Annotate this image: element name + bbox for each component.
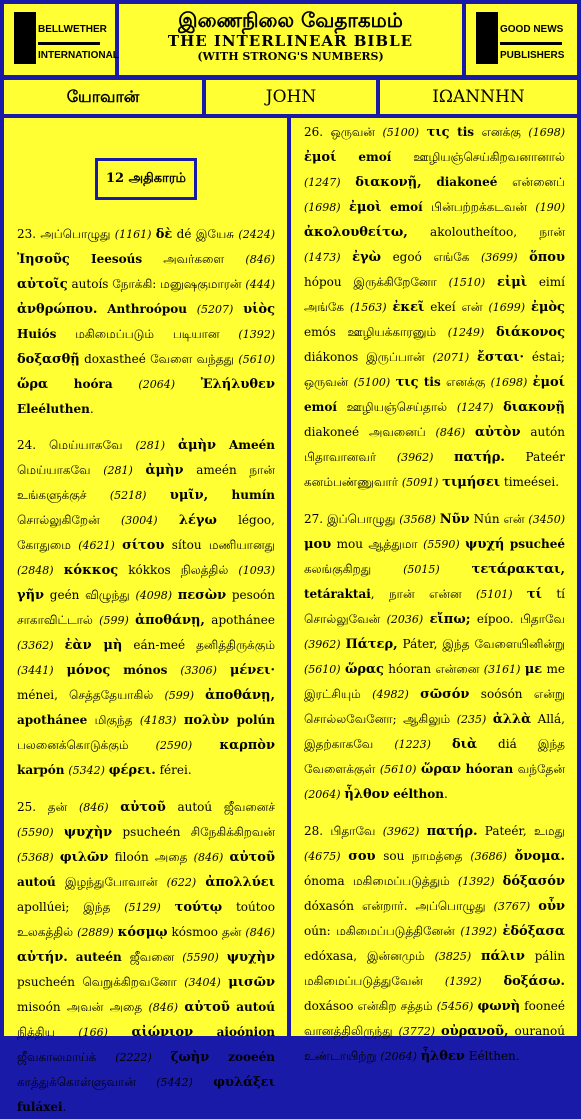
greek-word: ὅπου (529, 250, 565, 265)
greek-word: μένει· (229, 663, 275, 678)
transliteration: polún (236, 713, 275, 727)
strongs-number: (1161) (114, 228, 152, 241)
transliteration: psucheé (509, 537, 565, 551)
right-verses (304, 120, 565, 1069)
greek-word: τετάρακται, (471, 562, 565, 577)
strongs-number: (1563) (349, 301, 387, 314)
strongs-number: (4098) (135, 589, 173, 602)
strongs-number: (1473) (304, 251, 341, 264)
greek-word: ἔσται· (476, 350, 525, 365)
greek-word: δόξασόν (502, 874, 565, 889)
strongs-number: (5610) (238, 353, 275, 366)
strongs-number: (5610) (304, 663, 341, 676)
strongs-number: (5590) (182, 951, 219, 964)
transliteration: zooeén (228, 1050, 275, 1064)
greek-word: ἦλθεν (420, 1049, 465, 1064)
logo-line2: PUBLISHERS (500, 50, 565, 61)
strongs-number: (1698) (490, 376, 528, 389)
greek-word: ἐμοὶ (349, 200, 382, 215)
greek-word: φέρει. (108, 763, 156, 778)
logo-line1: GOOD NEWS (500, 24, 564, 35)
greek-word: αὐτήν. (17, 950, 68, 965)
transliteration: autoú (236, 1000, 275, 1014)
greek-word: ψυχή (465, 537, 505, 552)
strongs-number: (1247) (304, 176, 341, 189)
greek-word: δοξάσω. (503, 974, 565, 989)
transliteration: tetáraktai (304, 587, 371, 601)
chapter-label: 12 அதிகாரம் (95, 158, 197, 200)
strongs-number: (1392) (238, 328, 275, 341)
greek-word: τί (526, 587, 542, 602)
greek-word: πολὺν (183, 713, 230, 728)
strongs-number: (5342) (68, 764, 105, 777)
strongs-number: (281) (135, 439, 166, 452)
greek-word: κόσμῳ (117, 925, 168, 940)
strongs-number: (846) (78, 801, 109, 814)
strongs-number: (235) (456, 713, 487, 726)
strongs-number: (2071) (432, 351, 470, 364)
strongs-number: (2064) (138, 378, 175, 391)
transliteration: humín (231, 488, 275, 502)
logo-line2: INTERNATIONAL (38, 50, 119, 61)
logo-underline (38, 42, 100, 45)
greek-word: φωνὴ (477, 999, 521, 1014)
greek-word: πάλιν (480, 949, 525, 964)
transliteration: Ameén (228, 438, 275, 452)
strongs-number: (2064) (304, 788, 341, 801)
strongs-number: (5091) (401, 476, 439, 489)
strongs-number: (5590) (423, 538, 460, 551)
book-name-greek: IΩANNHN (380, 80, 577, 114)
strongs-number: (4675) (304, 850, 341, 863)
verse: 25. தன் (846) αὐτοῦ autoú ஜீவனைச் (5590) ψυχὴν psucheén சிநேகிக்கிறவன் (5368) φιλῶν filoón அதை (846) αὐτοῦ autoú இழந்துபோவான் (622) ἀπολλύει apollúei; இந்த (5129) τούτῳ toútoo உலகத்தில் (2889) κόσμῳ kósmoo தன் (846) αὐτήν. auteén ஜீவனை (5590) ψυχὴν psucheén வெறுக்கிறவனோ (3404) μισῶν misoón அவன் அதை (846) αὐτοῦ autoú நித்திய (166) αἰώνιον aioónion ஜீவகாலமாய்க் (2222) ζωὴν zooeén காத்துக்கொள்ளுவான் (5442) φυλάξει fuláxei. (17, 800, 275, 1114)
greek-word: με (524, 662, 543, 677)
transliteration: hoóra (73, 377, 113, 391)
good-news-logo (476, 12, 566, 68)
transliteration: karpón (17, 763, 65, 777)
strongs-number: (1510) (448, 276, 486, 289)
strongs-number: (5100) (353, 376, 391, 389)
strongs-number: (2848) (17, 564, 54, 577)
greek-word: αὐτοῦ (184, 1000, 230, 1015)
right-column (291, 118, 577, 1064)
greek-word: ὥρα (17, 377, 49, 392)
greek-word: σῶσόν (420, 687, 470, 702)
strongs-number: (5442) (156, 1076, 193, 1089)
greek-word: ἐμοί (304, 150, 337, 165)
transliteration: Huiós (17, 327, 57, 341)
greek-word: σίτου (122, 538, 165, 553)
strongs-number: (4982) (372, 688, 409, 701)
transliteration: Eleéluthen (17, 402, 90, 416)
header-left-logo (4, 4, 119, 75)
greek-word: ψυχὴν (63, 825, 113, 840)
greek-word: τιμήσει (442, 475, 501, 490)
strongs-number: (166) (78, 1026, 108, 1039)
transliteration: tis (457, 125, 475, 139)
strongs-number: (5590) (17, 826, 54, 839)
good-news-logo-icon (476, 12, 498, 64)
strongs-number: (5218) (109, 489, 147, 502)
strongs-number: (2222) (115, 1051, 152, 1064)
greek-word: τούτῳ (174, 900, 223, 915)
verse: 27. இப்பொழுது (3568) Νῦν Nún என் (3450) μου mou ஆத்துமா (5590) ψυχή psucheé கலங்குகிறது (5015) τετάρακται, tetáraktai, நான் என்ன (5101) τί tí சொல்லுவேன் (2036) εἴπω; eípoo. பிதாவே (3962) Πάτερ, Páter, இந்த வேளையினின்று (5610) ὥρας hóoran என்னை (3161) με me இரட்சியும் (4982) σῶσόν soósón என்று சொல்லவேனோ; ஆகிலும் (235) ἀλλὰ Allá, இதற்காகவே (1223) διὰ diá இந்த வேளைக்குள் (5610) ὥραν hóoran வந்தேன் (2064) ἦλθον eélthon. (304, 512, 565, 802)
greek-word: μισῶν (228, 975, 275, 990)
transliteration: autoú (17, 875, 56, 889)
greek-word: ἐμοί (532, 375, 565, 390)
greek-word: ἦλθον (344, 787, 390, 802)
transliteration: emoí (304, 400, 337, 414)
greek-word: ἀμὴν (145, 463, 184, 478)
strongs-number: (3362) (17, 639, 54, 652)
strongs-number: (599) (99, 614, 129, 627)
greek-word: εἴπω; (429, 612, 471, 627)
greek-word: ἐκεῖ (392, 300, 425, 315)
strongs-number: (2590) (155, 739, 193, 752)
strongs-number: (1392) (457, 875, 495, 888)
greek-word: δὲ (155, 227, 173, 242)
strongs-number: (5100) (382, 126, 420, 139)
greek-word: Νῦν (439, 512, 470, 527)
left-verses (17, 222, 275, 1119)
transliteration: aioónion (216, 1025, 275, 1039)
greek-word: τις (426, 125, 450, 140)
greek-word: μόνος (66, 663, 111, 678)
strongs-number: (846) (245, 926, 275, 939)
greek-word: αὐτοῦ (120, 800, 166, 815)
transliteration: diakoneé (436, 175, 498, 189)
strongs-number: (1392) (460, 925, 497, 938)
greek-word: ὥρας (344, 662, 384, 677)
strongs-number: (622) (166, 876, 197, 889)
greek-word: κόκκος (63, 563, 119, 578)
greek-word: ἀπολλύει (205, 875, 275, 890)
bellwether-logo (14, 12, 119, 68)
greek-word: αὐτοῦ (229, 850, 275, 865)
verse: 24. மெய்யாகவே (281) ἀμὴν Ameén மெய்யாகவே (281) ἀμὴν ameén நான் உங்களுக்குச் (5218) υμῖν, humín சொல்லுகிறேன் (3004) λέγω légoo, கோதுமை (4621) σίτου sítou மணியானது (2848) κόκκος kókkos நிலத்தில் (1093) γῆν geén விழுந்து (4098) πεσὼν pesoón சாகாவிட்டால் (599) ἀποθάνῃ, apothánee (3362) ἐὰν μὴ eán-meé தனித்திருக்கும் (3441) μόνος mónos (3306) μένει· ménei, செத்ததேயாகில் (599) ἀποθάνῃ, apothánee மிகுந்த (4183) πολὺν polún பலனைக்கொடுக்கும் (2590) καρπὸν karpón (5342) φέρει. férei. (17, 438, 275, 778)
greek-word: ἐμὸς (530, 300, 565, 315)
logo-line1: BELLWETHER (38, 24, 107, 35)
header-right-logo (466, 4, 577, 75)
greek-word: διάκονος (496, 325, 565, 340)
greek-word: ἐὰν μὴ (64, 638, 123, 653)
greek-word: ἀνθρώπου. (17, 302, 98, 317)
strongs-number: (3004) (121, 514, 158, 527)
strongs-number: (1698) (528, 126, 565, 139)
strongs-number: (3962) (382, 825, 420, 838)
greek-word: ἀποθάνῃ, (135, 613, 205, 628)
strongs-number: (846) (435, 426, 466, 439)
strongs-number: (1698) (304, 201, 341, 214)
greek-word: ἀλλὰ (492, 712, 532, 727)
greek-word: δοξασθῇ (17, 352, 80, 367)
strongs-number: (1699) (488, 301, 526, 314)
transliteration: mónos (123, 663, 168, 677)
greek-word: πεσὼν (177, 588, 227, 603)
strongs-number: (4621) (78, 539, 115, 552)
strongs-number: (846) (148, 1001, 179, 1014)
strongs-number: (3441) (17, 664, 54, 677)
greek-word: διὰ (452, 737, 477, 752)
strongs-number: (4183) (139, 714, 177, 727)
transliteration: hóoran (465, 762, 514, 776)
greek-word: ἀμὴν (178, 438, 217, 453)
strongs-number: (3825) (434, 950, 472, 963)
greek-word: Ἐλήλυθεν (200, 377, 275, 392)
strongs-number: (5207) (196, 303, 234, 316)
strongs-number: (3767) (493, 900, 531, 913)
verse: 26. ஒருவன் (5100) τις tis எனக்கு (1698) ἐμοί emoí ஊழியஞ்செய்கிறவனானால் (1247) διακονῇ, diakoneé என்னைப் (1698) ἐμοὶ emoí பின்பற்றக்கடவன் (190) ἀκολουθείτω, akoloutheítoo, நான் (1473) ἐγὼ egoó எங்கே (3699) ὅπου hópou இருக்கிறேனோ (1510) εἰμὶ eimí அங்கே (1563) ἐκεῖ ekeí என் (1699) ἐμὸς emós ஊழியக்காரனும் (1249) διάκονος diákonos இருப்பான் (2071) ἔσται· éstai; ஒருவன் (5100) τις tis எனக்கு (1698) ἐμοί emoí ஊழியஞ்செய்தால் (1247) διακονῇ diakoneé அவனைப் (846) αὐτὸν autón பிதாவானவர் (3962) πατήρ. Pateér கனம்பண்ணுவார் (5091) τιμήσει timeései. (304, 125, 565, 490)
logo-underline (500, 42, 562, 45)
greek-word: οὐρανοῦ, (440, 1024, 509, 1039)
strongs-number: (2064) (380, 1050, 417, 1063)
strongs-number: (190) (535, 201, 565, 214)
strongs-number: (5456) (436, 1000, 474, 1013)
strongs-number: (2889) (77, 926, 114, 939)
strongs-number: (1223) (394, 738, 431, 751)
greek-word: φυλάξει (213, 1075, 275, 1090)
greek-word: ὄνομα. (514, 849, 565, 864)
strongs-number: (3699) (480, 251, 518, 264)
transliteration: Ieesoús (91, 252, 143, 266)
transliteration: eélthon (393, 787, 444, 801)
strongs-number: (281) (103, 464, 133, 477)
greek-word: Ἰησοῦς (17, 252, 70, 267)
left-column (4, 118, 287, 1114)
greek-word: διακονῇ, (355, 175, 422, 190)
strongs-number: (3962) (396, 451, 434, 464)
greek-word: φιλῶν (59, 850, 109, 865)
strongs-number: (3568) (399, 513, 436, 526)
transliteration: Anthroópou (107, 302, 187, 316)
title-tamil: இணைநிலை வேதாகமம் (178, 8, 403, 32)
bellwether-logo-icon (14, 12, 36, 64)
header-title-block (119, 4, 462, 75)
strongs-number: (5101) (475, 588, 513, 601)
greek-word: ἐγὼ (352, 250, 382, 265)
strongs-number: (3686) (470, 850, 507, 863)
strongs-number: (2036) (386, 613, 424, 626)
greek-word: ζωὴν (170, 1050, 210, 1065)
strongs-number: (599) (164, 689, 195, 702)
strongs-number: (846) (193, 851, 224, 864)
strongs-number: (1392) (444, 975, 482, 988)
transliteration: tis (423, 375, 441, 389)
strongs-number: (846) (245, 253, 275, 266)
greek-word: αὐτὸν (475, 425, 521, 440)
greek-word: υμῖν, (169, 488, 209, 503)
strongs-number: (3962) (304, 638, 341, 651)
greek-word: οὖν (538, 899, 565, 914)
title-english: THE INTERLINEAR BIBLE (167, 32, 414, 50)
strongs-number: (3450) (528, 513, 565, 526)
greek-word: λέγω (178, 513, 217, 528)
strongs-number: (1249) (447, 326, 485, 339)
verse: 28. பிதாவே (3962) πατήρ. Pateér, உமது (4675) σου sou நாமத்தை (3686) ὄνομα. ónoma மகிமைப்படுத்தும் (1392) δόξασόν dóxasón என்றார். அப்பொழுது (3767) οὖν oún: மகிமைப்படுத்தினேன் (1392) ἐδόξασα edóxasa, இன்னமும் (3825) πάλιν pálin மகிமைப்படுத்துவேன் (1392) δοξάσω. doxásoo என்கிற சத்தம் (5456) φωνὴ fooneé வானத்திலிருந்து (3772) οὐρανοῦ, ouranoú உண்டாயிற்று (2064) ἦλθεν Eélthen. (304, 824, 566, 1064)
book-name-english: JOHN (206, 80, 376, 114)
strongs-number: (444) (245, 278, 275, 291)
transliteration: apothánee (17, 713, 88, 727)
book-name-tamil: யோவான் (4, 80, 202, 114)
transliteration: emoí (358, 150, 392, 164)
greek-word: ἐδόξασα (502, 924, 565, 939)
strongs-number: (5368) (17, 851, 54, 864)
verse: 23. அப்பொழுது (1161) δὲ dé இயேசு (2424) Ἰησοῦς Ieesoús அவர்களை (846) αὐτοῖς autoís நோக்கி: மனுஷகுமாரன் (444) ἀνθρώπου. Anthroópou (5207) υἱὸς Huiós மகிமைப்படும் படியான (1392) δοξασθῇ doxastheé வேளை வந்தது (5610) ὥρα hoóra (2064) Ἐλήλυθεν Eleéluthen. (17, 227, 275, 416)
strongs-number: (2424) (238, 228, 275, 241)
greek-word: γῆν (17, 588, 45, 603)
greek-word: εἰμὶ (497, 275, 528, 290)
greek-word: ψυχὴν (226, 950, 275, 965)
title-subtitle: (WITH STRONG'S NUMBERS) (197, 50, 384, 63)
greek-word: υἱὸς (243, 302, 275, 317)
strongs-number: (3306) (180, 664, 217, 677)
greek-word: ἀποθάνῃ, (205, 688, 275, 703)
greek-word: αἰώνιον (131, 1025, 194, 1040)
greek-word: διακονῇ (503, 400, 565, 415)
greek-word: τις (395, 375, 419, 390)
greek-word: ὥραν (421, 762, 462, 777)
greek-word: πατήρ. (426, 824, 478, 839)
greek-word: Πάτερ, (345, 637, 398, 652)
strongs-number: (3161) (483, 663, 521, 676)
greek-word: σου (348, 849, 376, 864)
transliteration: fuláxei (17, 1100, 63, 1114)
strongs-number: (5015) (403, 563, 440, 576)
greek-word: αὐτοῖς (17, 277, 68, 292)
strongs-number: (1093) (238, 564, 275, 577)
greek-word: ἀκολουθείτω, (304, 225, 408, 240)
greek-word: πατήρ. (454, 450, 505, 465)
greek-word: μου (304, 537, 332, 552)
strongs-number: (5129) (124, 901, 161, 914)
strongs-number: (1247) (456, 401, 494, 414)
transliteration: auteén (75, 950, 122, 964)
greek-word: καρπὸν (219, 738, 275, 753)
strongs-number: (5610) (379, 763, 417, 776)
strongs-number: (3772) (398, 1025, 436, 1038)
strongs-number: (3404) (184, 976, 221, 989)
transliteration: emoí (389, 200, 423, 214)
